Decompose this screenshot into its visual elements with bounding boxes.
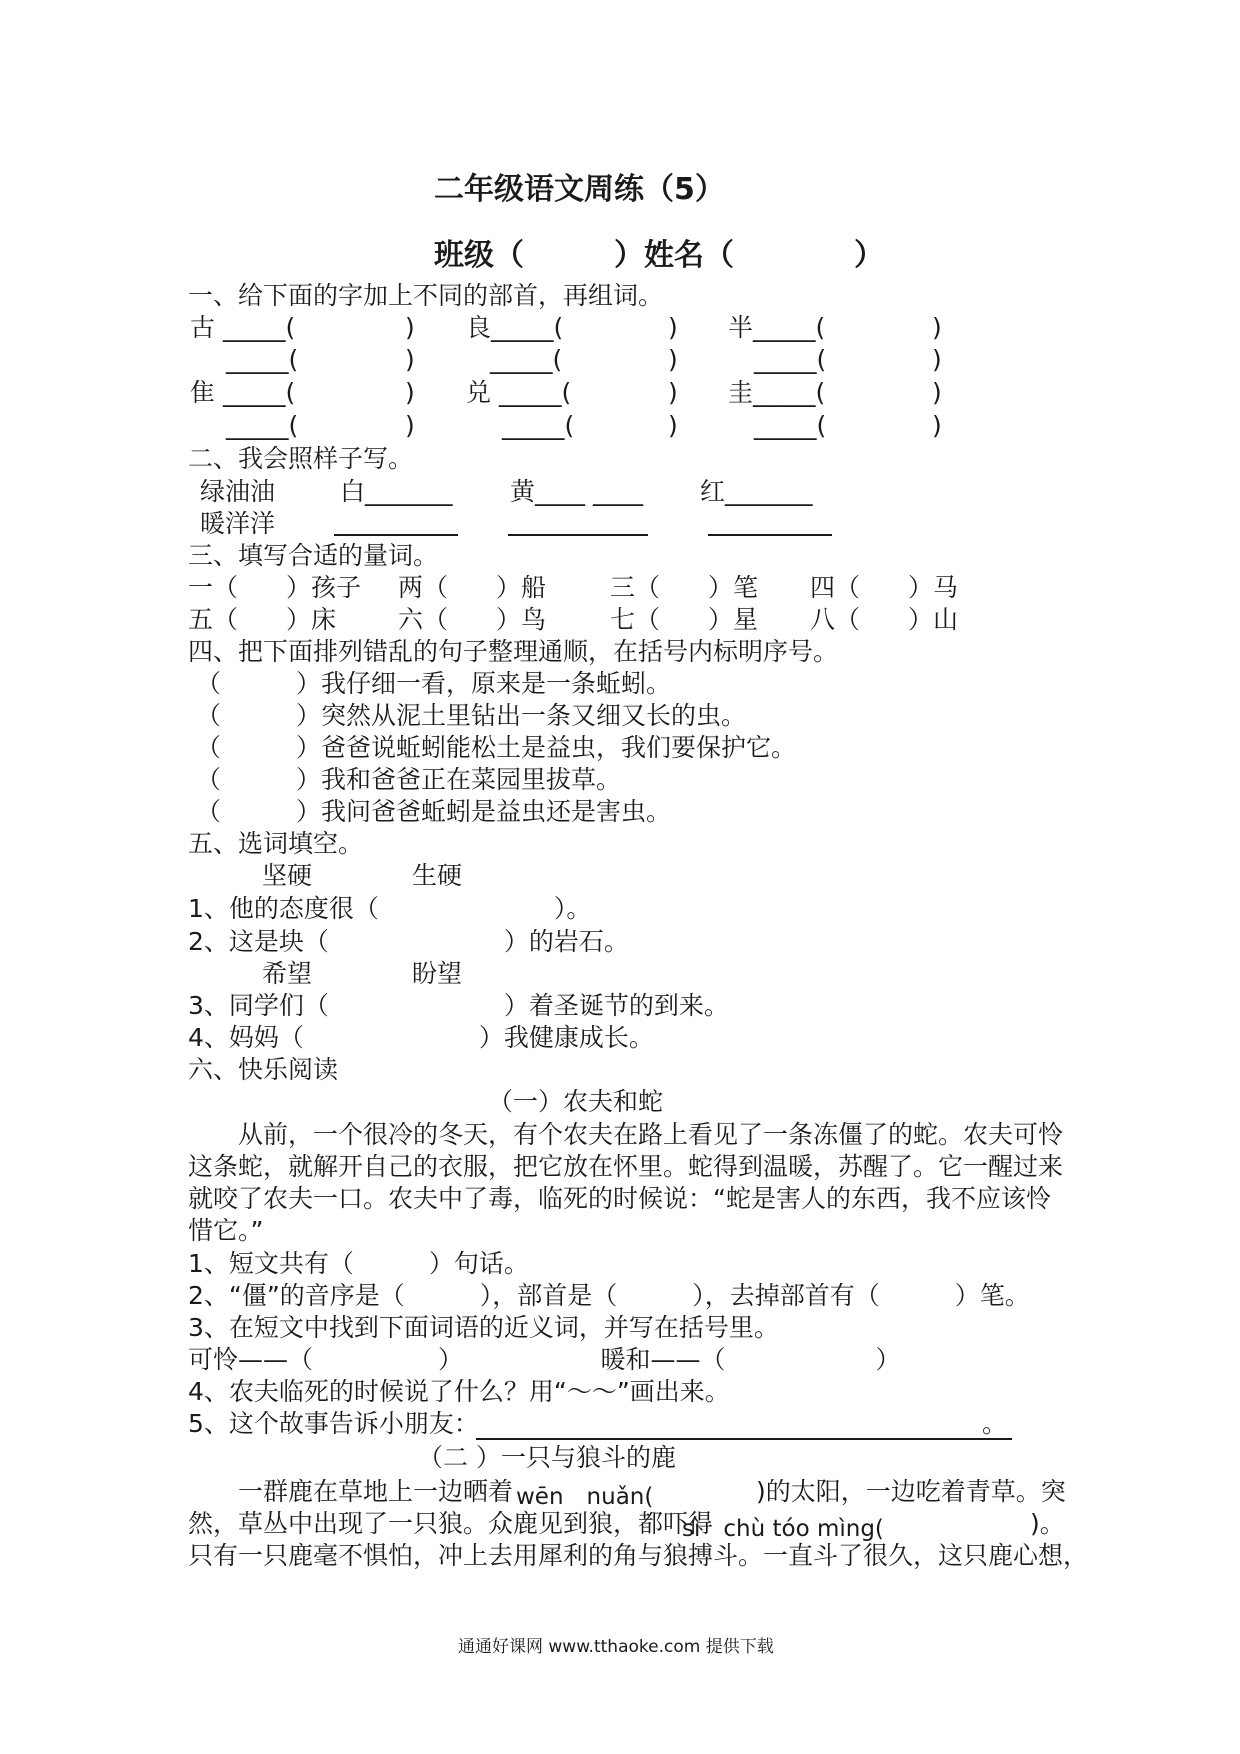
q5-word: 希望 [262, 959, 313, 988]
q1-cell: _____( [490, 345, 563, 374]
q1-cell: 良_____( [466, 313, 564, 342]
q3-cell: ）山 [908, 605, 959, 634]
q3-cell: ）星 [708, 605, 759, 634]
q3-cell: ）孩子 [286, 573, 362, 602]
passage2-line-2a: 然，草丛中出现了一只狼。众鹿见到狼，都吓得 [188, 1509, 714, 1538]
q3-cell: ）笔 [708, 573, 759, 602]
q3-cell: ）床 [286, 605, 337, 634]
q1-cell: ) [932, 345, 942, 374]
q1-cell: ) [405, 378, 415, 407]
q1-cell: 隹 _____( [190, 378, 296, 407]
passage1-question: 3、在短文中找到下面词语的近义词，并写在括号里。 [188, 1313, 779, 1342]
passage2-line-2b: )。 [1030, 1509, 1065, 1538]
q1-cell: ) [932, 378, 942, 407]
passage1-title: （一）农夫和蛇 [488, 1087, 664, 1116]
q1-cell: _____( [502, 411, 575, 440]
page-title: 二年级语文周练（5） [434, 172, 725, 207]
q3-cell: 八（ [810, 605, 861, 634]
q1-cell: _____( [754, 345, 827, 374]
q3-cell: 两（ [398, 573, 449, 602]
passage1-question: 5、这个故事告诉小朋友： [188, 1409, 479, 1438]
answer-line-period: 。 [982, 1409, 1008, 1438]
q5-word: 生硬 [412, 861, 463, 890]
q5-item: 4、妈妈（ ）我健康成长。 [188, 1023, 654, 1052]
q1-cell: ) [405, 313, 415, 342]
q5-item: 3、同学们（ ）着圣诞节的到来。 [188, 991, 729, 1020]
q3-cell: 七（ [610, 605, 661, 634]
q2-example-2: 暖洋洋 [200, 509, 276, 538]
footer-note: 通通好课网 www.tthaoke.com 提供下载 [458, 1637, 774, 1657]
q3-cell: ）船 [496, 573, 547, 602]
q4-item: （ ）爸爸说蚯蚓能松土是益虫，我们要保护它。 [196, 733, 797, 762]
q1-cell: ) [405, 345, 415, 374]
q5-item: 1、他的态度很（ ）。 [188, 894, 592, 923]
q3-cell: 六（ [398, 605, 449, 634]
passage2-line-3: 只有一只鹿毫不惧怕，冲上去用犀利的角与狼搏斗。一直斗了很久，这只鹿心想， [188, 1541, 1089, 1570]
passage1-line: 惜它。” [188, 1216, 264, 1245]
q1-cell: _____( [226, 345, 299, 374]
q5-word: 坚硬 [262, 861, 313, 890]
q2-example-1: 绿油油 [200, 477, 276, 506]
q3-cell: 三（ [610, 573, 661, 602]
q3-cell: ）鸟 [496, 605, 547, 634]
q1-cell: ) [405, 411, 415, 440]
pinyin-si-chu-tao-ming: sì chù tóo mìng( [682, 1516, 884, 1542]
passage1-line: 从前，一个很冷的冬天，有个农夫在路上看见了一条冻僵了的蛇。农夫可怜 [188, 1120, 1064, 1149]
q2-answer-line-2 [508, 534, 648, 536]
q6-heading: 六、快乐阅读 [188, 1055, 339, 1084]
q4-item: （ ）我问爸爸蚯蚓是益虫还是害虫。 [196, 797, 672, 826]
q2-answer-line-1 [334, 534, 458, 536]
q1-cell: 半_____( [728, 313, 826, 342]
q4-heading: 四、把下面排列错乱的句子整理通顺，在括号内标明序号。 [188, 637, 839, 666]
q5-item: 2、这是块（ ）的岩石。 [188, 927, 629, 956]
passage2-line-1a: 一群鹿在草地上一边晒着 [188, 1477, 514, 1506]
q1-cell: ) [668, 313, 678, 342]
passage1-question: 1、短文共有（ ）句话。 [188, 1249, 529, 1278]
q4-item: （ ）突然从泥土里钻出一条又细又长的虫。 [196, 701, 747, 730]
q1-cell: 兑 _____( [466, 378, 572, 407]
q1-cell: ) [668, 411, 678, 440]
q1-cell: 圭_____( [728, 378, 826, 407]
q5-word: 盼望 [412, 959, 463, 988]
q3-cell: 一（ [188, 573, 239, 602]
q1-cell: ) [668, 378, 678, 407]
q2-blank-1: 白_______ [340, 477, 453, 506]
q2-blank-2: 黄____ ____ [510, 477, 643, 506]
class-name-line: 班级（ ）姓名（ ） [434, 238, 884, 273]
q5-answer-line [476, 1438, 1012, 1440]
q4-item: （ ）我仔细一看，原来是一条蚯蚓。 [196, 669, 672, 698]
passage1-question: 可怜——（ ） 暖和——（ ） [188, 1345, 901, 1374]
passage2-title: （二 ）一只与狼斗的鹿 [418, 1443, 676, 1472]
passage1-line: 这条蛇，就解开自己的衣服，把它放在怀里。蛇得到温暖，苏醒了。它一醒过来 [188, 1152, 1064, 1181]
q4-item: （ ）我和爸爸正在菜园里拔草。 [196, 765, 622, 794]
q2-heading: 二、我会照样子写。 [188, 444, 414, 473]
q1-cell: ) [932, 313, 942, 342]
passage1-question: 4、农夫临死的时候说了什么？用“～～”画出来。 [188, 1377, 730, 1406]
q1-cell: ) [932, 411, 942, 440]
q1-cell: 古 _____( [190, 313, 296, 342]
q5-heading: 五、选词填空。 [188, 829, 364, 858]
q1-cell: _____( [226, 411, 299, 440]
passage1-line: 就咬了农夫一口。农夫中了毒，临死的时候说：“蛇是害人的东西，我不应该怜 [188, 1184, 1051, 1213]
passage2-line-1b: )的太阳，一边吃着青草。突 [756, 1477, 1066, 1506]
q3-cell: 五（ [188, 605, 239, 634]
q3-cell: 四（ [810, 573, 861, 602]
pinyin-wen-nuan: wēn nuǎn( [516, 1484, 654, 1510]
q1-cell: _____( [754, 411, 827, 440]
q2-blank-3: 红_______ [700, 477, 813, 506]
q2-answer-line-3 [708, 534, 832, 536]
passage1-question: 2、“僵”的音序是（ ），部首是（ ），去掉部首有（ ）笔。 [188, 1281, 1030, 1310]
q3-cell: ）马 [908, 573, 959, 602]
q1-heading: 一、给下面的字加上不同的部首，再组词。 [188, 281, 664, 310]
q1-cell: ) [668, 345, 678, 374]
q3-heading: 三、填写合适的量词。 [188, 541, 439, 570]
